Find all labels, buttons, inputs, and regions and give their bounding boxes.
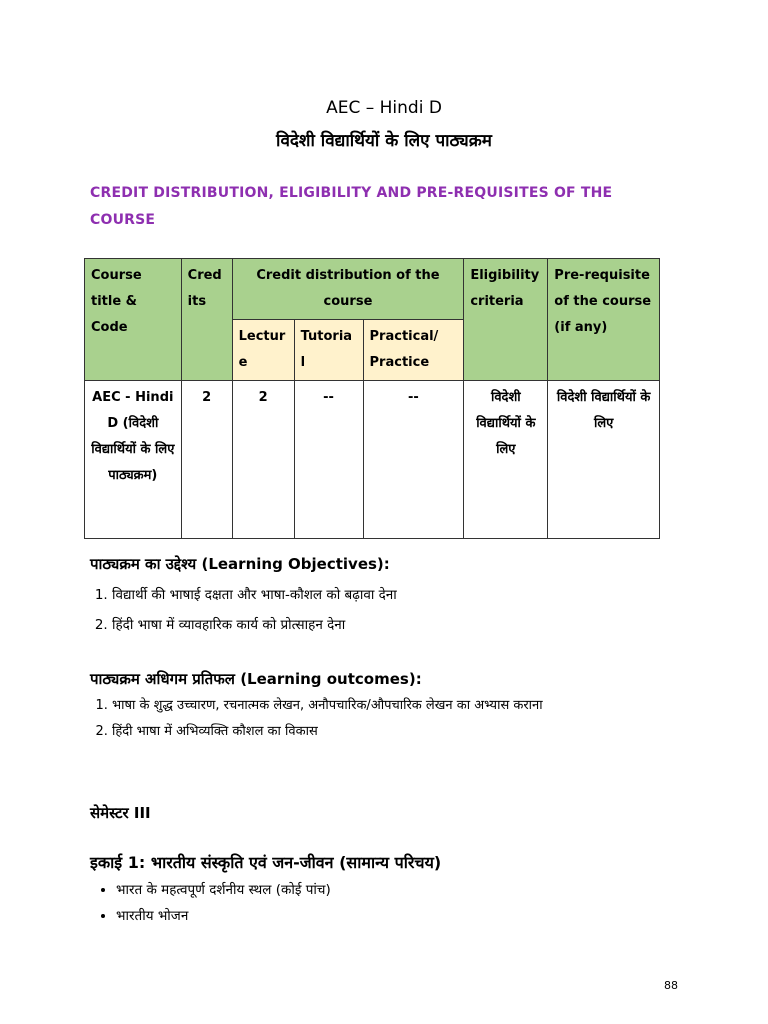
credit-table <box>84 258 660 539</box>
objectives-heading-hindi: पाठ्यक्रम का उद्देश्य <box>90 555 202 573</box>
credit-section-heading: CREDIT DISTRIBUTION, ELIGIBILITY AND PRE-REQUISITES OF THE COURSE <box>90 185 613 228</box>
semester-heading: सेमेस्टर III <box>90 804 151 822</box>
list-item: 2. हिंदी भाषा में व्यावहारिक कार्य को प्रोत्साहन देना <box>112 610 397 640</box>
outcomes-heading <box>90 669 422 689</box>
header-credit-distribution: Credit distribution of the course <box>232 259 464 320</box>
header-credits: Cred its <box>181 259 232 381</box>
cell-tutorial: -- <box>294 381 363 539</box>
objectives-heading-english: (Learning Objectives): <box>201 555 390 573</box>
page-number: 88 <box>664 979 678 992</box>
header-prerequisite: Pre-requisite of the course (if any) <box>548 259 660 381</box>
cell-credits: 2 <box>181 381 232 539</box>
cell-prerequisite: विदेशी विद्यार्थियों के लिए <box>548 381 660 539</box>
cell-practical: -- <box>363 381 464 539</box>
cell-eligibility: विदेशी विद्यार्थियों के लिए <box>464 381 548 539</box>
unit1-list <box>90 877 331 929</box>
objectives-heading <box>90 554 390 574</box>
cell-course-title: AEC - Hindi D (विदेशी विद्यार्थियों के लिए पाठ्यक्रम) <box>85 381 182 539</box>
header-practical: Practical/ Practice <box>363 320 464 381</box>
list-item: • भारत के महत्वपूर्ण दर्शनीय स्थल (कोई पांच) <box>116 877 331 903</box>
header-tutorial: Tutoria l <box>294 320 363 381</box>
list-item: 2. हिंदी भाषा में अभिव्यक्ति कौशल का विकास <box>112 719 543 745</box>
unit1-heading: इकाई 1: भारतीय संस्कृति एवं जन-जीवन (सामान्य परिचय) <box>90 853 442 872</box>
outcomes-heading-hindi: पाठ्यक्रम अधिगम प्रतिफल <box>90 670 241 688</box>
outcomes-heading-english: (Learning outcomes): <box>240 670 422 688</box>
document-title: AEC – Hindi D <box>326 98 442 118</box>
header-course-title: Course title & Code <box>85 259 182 381</box>
header-eligibility: Eligibility criteria <box>464 259 548 381</box>
list-item: 1. विद्यार्थी की भाषाई दक्षता और भाषा-कौशल को बढ़ावा देना <box>112 580 397 610</box>
list-item: • भारतीय भोजन <box>116 903 331 929</box>
document-subtitle: विदेशी विद्यार्थियों के लिए पाठ्यक्रम <box>276 131 492 151</box>
outcomes-list <box>90 693 543 745</box>
cell-lecture: 2 <box>232 381 294 539</box>
list-item: 1. भाषा के शुद्ध उच्चारण, रचनात्मक लेखन, अनौपचारिक/औपचारिक लेखन का अभ्यास कराना <box>112 693 543 719</box>
objectives-list <box>90 580 397 640</box>
header-lecture: Lectur e <box>232 320 294 381</box>
table-row <box>85 381 660 539</box>
